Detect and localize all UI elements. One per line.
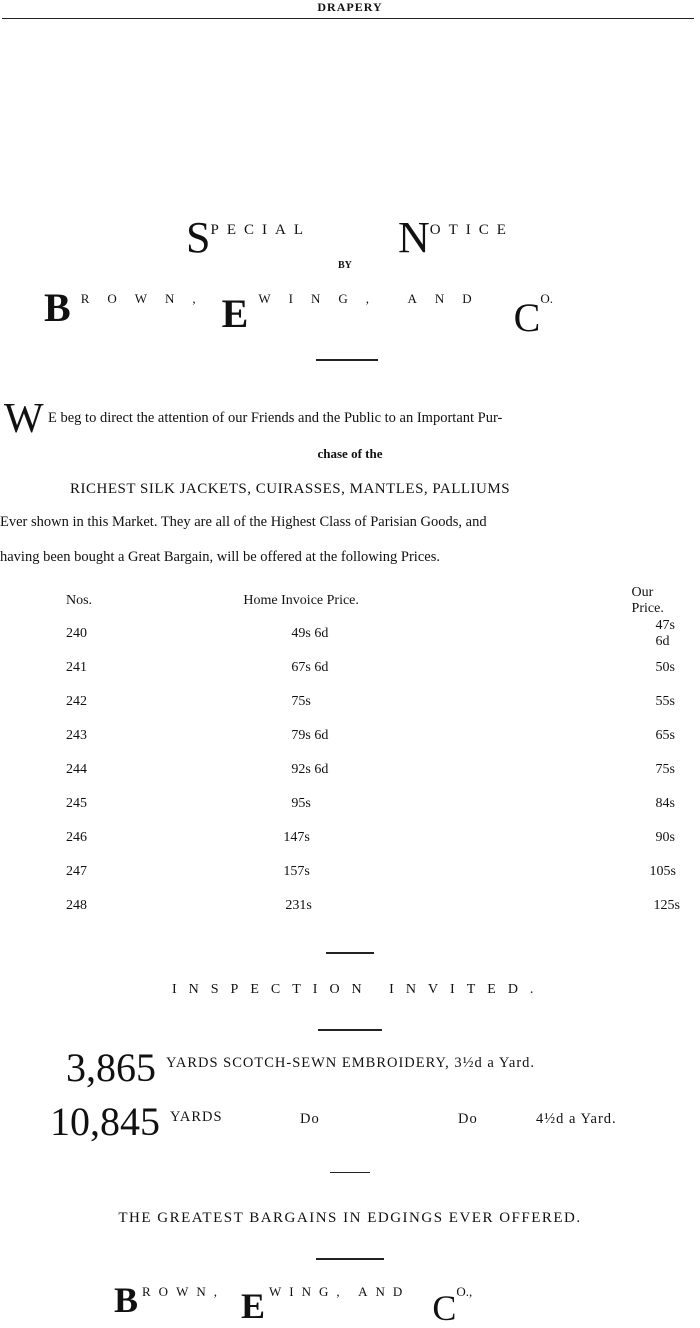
divider-4 — [330, 1172, 370, 1173]
intro-line-4: Ever shown in this Market. They are all of the Highest Class of Parisian Goods, and — [0, 514, 487, 530]
table-row — [40, 719, 680, 753]
running-head: DRAPERY — [317, 0, 383, 14]
header-our-price: Our Price. — [631, 585, 664, 616]
yards-text: YARDS — [170, 1109, 223, 1125]
title-special — [186, 213, 311, 262]
row-home-price: 92s 6d — [291, 762, 329, 777]
row-no: 244 — [66, 762, 87, 777]
intro-line-2: chase of the — [317, 446, 383, 461]
row-home-price: 95s — [291, 796, 311, 811]
row-our-price: 75s — [655, 762, 675, 777]
intro-line-1: E beg to direct the attention of our Friends and the Public to an Important Pur- — [48, 410, 503, 426]
table-row — [40, 753, 680, 787]
firm-name — [44, 285, 664, 340]
row-home-price: 147s — [283, 830, 310, 845]
row-our-price: 47s 6d — [655, 618, 675, 649]
price-table-header — [40, 585, 680, 617]
table-row — [40, 617, 680, 651]
title-special-rest: PECIAL — [210, 222, 311, 238]
divider-3 — [318, 1029, 382, 1031]
firm-initial-e: E — [221, 291, 249, 336]
divider-2 — [326, 952, 374, 954]
table-row — [40, 787, 680, 821]
yards-number: 3,865 — [66, 1045, 156, 1090]
row-no: 247 — [66, 864, 87, 879]
row-home-price: 49s 6d — [291, 626, 329, 641]
title-notice-initial: N — [398, 213, 430, 262]
row-our-price: 55s — [655, 694, 675, 709]
table-row — [40, 821, 680, 855]
row-our-price: 105s — [649, 864, 676, 879]
title-by: BY — [338, 260, 352, 271]
yards-line-1 — [66, 1045, 536, 1090]
row-our-price: 90s — [655, 830, 675, 845]
firm-e-rest: WING, AND — [258, 291, 490, 306]
row-no: 240 — [66, 626, 87, 641]
yards-line-2 — [50, 1099, 670, 1144]
table-row — [40, 889, 680, 923]
intro-dropcap: W — [4, 396, 44, 442]
footer-c-rest: O., — [456, 1284, 473, 1299]
inspection-invited: INSPECTION INVITED. — [172, 982, 546, 997]
row-home-price: 231s — [285, 898, 312, 913]
intro-line-5: having been bought a Great Bargain, will be offered at the following Prices. — [0, 549, 440, 565]
footer-e-rest: WING, AND — [269, 1284, 411, 1299]
bargains-line: THE GREATEST BARGAINS IN EDGINGS EVER OFFERED. — [118, 1210, 582, 1226]
header-rule — [2, 18, 694, 19]
row-home-price: 157s — [283, 864, 310, 879]
row-no: 243 — [66, 728, 87, 743]
divider-5 — [316, 1258, 384, 1260]
firm-b-rest: ROWN, — [80, 291, 214, 306]
table-row — [40, 651, 680, 685]
footer-firm-name — [114, 1282, 674, 1326]
footer-initial-b: B — [114, 1280, 139, 1320]
divider-1 — [316, 359, 378, 361]
row-no: 241 — [66, 660, 87, 675]
yards-number: 10,845 — [50, 1099, 160, 1144]
row-our-price: 50s — [655, 660, 675, 675]
row-home-price: 67s 6d — [291, 660, 329, 675]
yards-ditto-1: Do — [300, 1111, 320, 1127]
row-home-price: 79s 6d — [291, 728, 329, 743]
footer-b-rest: ROWN, — [142, 1284, 225, 1299]
row-our-price: 125s — [653, 898, 680, 913]
row-our-price: 84s — [655, 796, 675, 811]
table-row — [40, 855, 680, 889]
row-no: 248 — [66, 898, 87, 913]
row-no: 242 — [66, 694, 87, 709]
yards-price: 4½d a Yard. — [536, 1111, 617, 1127]
yards-ditto-2: Do — [458, 1111, 478, 1127]
yards-text: YARDS SCOTCH-SEWN EMBROIDERY, 3½d a Yard. — [166, 1055, 536, 1071]
row-home-price: 75s — [291, 694, 311, 709]
firm-c-rest: O. — [540, 291, 553, 306]
firm-initial-c: C — [513, 295, 541, 340]
row-no: 246 — [66, 830, 87, 845]
row-no: 245 — [66, 796, 87, 811]
title-special-initial: S — [186, 213, 211, 262]
header-home-invoice: Home Invoice Price. — [243, 593, 359, 608]
footer-initial-c: C — [432, 1288, 457, 1328]
firm-initial-b: B — [44, 285, 71, 330]
row-our-price: 65s — [655, 728, 675, 743]
title-notice-rest: OTICE — [429, 222, 514, 238]
footer-initial-e: E — [240, 1286, 265, 1326]
intro-line-3: RICHEST SILK JACKETS, CUIRASSES, MANTLES, PALLIUMS — [70, 481, 511, 497]
header-nos: Nos. — [66, 593, 93, 608]
price-table — [40, 585, 680, 923]
title-notice — [398, 213, 514, 262]
table-row — [40, 685, 680, 719]
